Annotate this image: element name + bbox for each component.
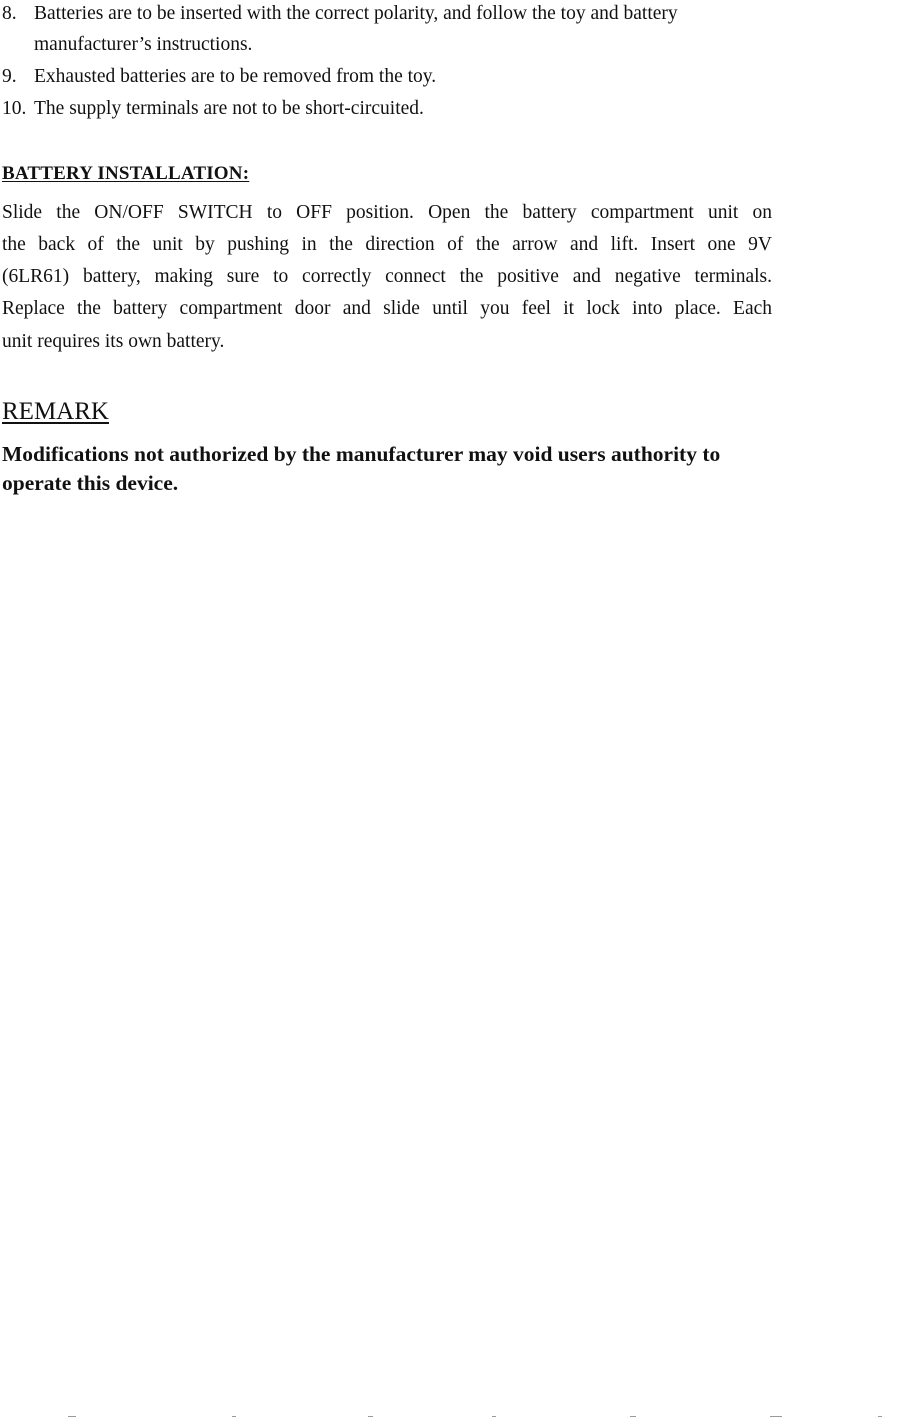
remark-line: operate this device. [2, 471, 179, 495]
installation-line: unit requires its own battery. [2, 331, 225, 352]
list-item-text: Exhausted batteries are to be removed from the toy. [34, 66, 437, 87]
battery-installation-heading: BATTERY INSTALLATION: [2, 163, 250, 184]
installation-line: Slide the ON/OFF SWITCH to OFF position. Open the battery compartment unit on [2, 202, 772, 223]
installation-line: (6LR61) battery, making sure to correctly connect the positive and negative terminals. [2, 266, 772, 287]
scan-artifacts [0, 1412, 909, 1424]
list-item [2, 0, 822, 29]
list-number: 10. [2, 98, 27, 119]
list-item-text: The supply terminals are not to be short-circuited. [34, 98, 424, 119]
list-item-continuation: manufacturer’s instructions. [34, 34, 253, 55]
list-item [2, 93, 822, 124]
installation-line: the back of the unit by pushing in the direction of the arrow and lift. Insert one 9V [2, 234, 772, 255]
remark-heading: REMARK [2, 398, 109, 425]
list-item-text: Batteries are to be inserted with the correct polarity, and follow the toy and battery [34, 3, 678, 24]
list-number: 8. [2, 3, 17, 24]
list-number: 9. [2, 66, 17, 87]
remark-line: Modifications not authorized by the manufacturer may void users authority to [2, 442, 721, 466]
list-item [2, 61, 822, 92]
installation-line: Replace the battery compartment door and slide until you feel it lock into place. Each [2, 298, 772, 319]
